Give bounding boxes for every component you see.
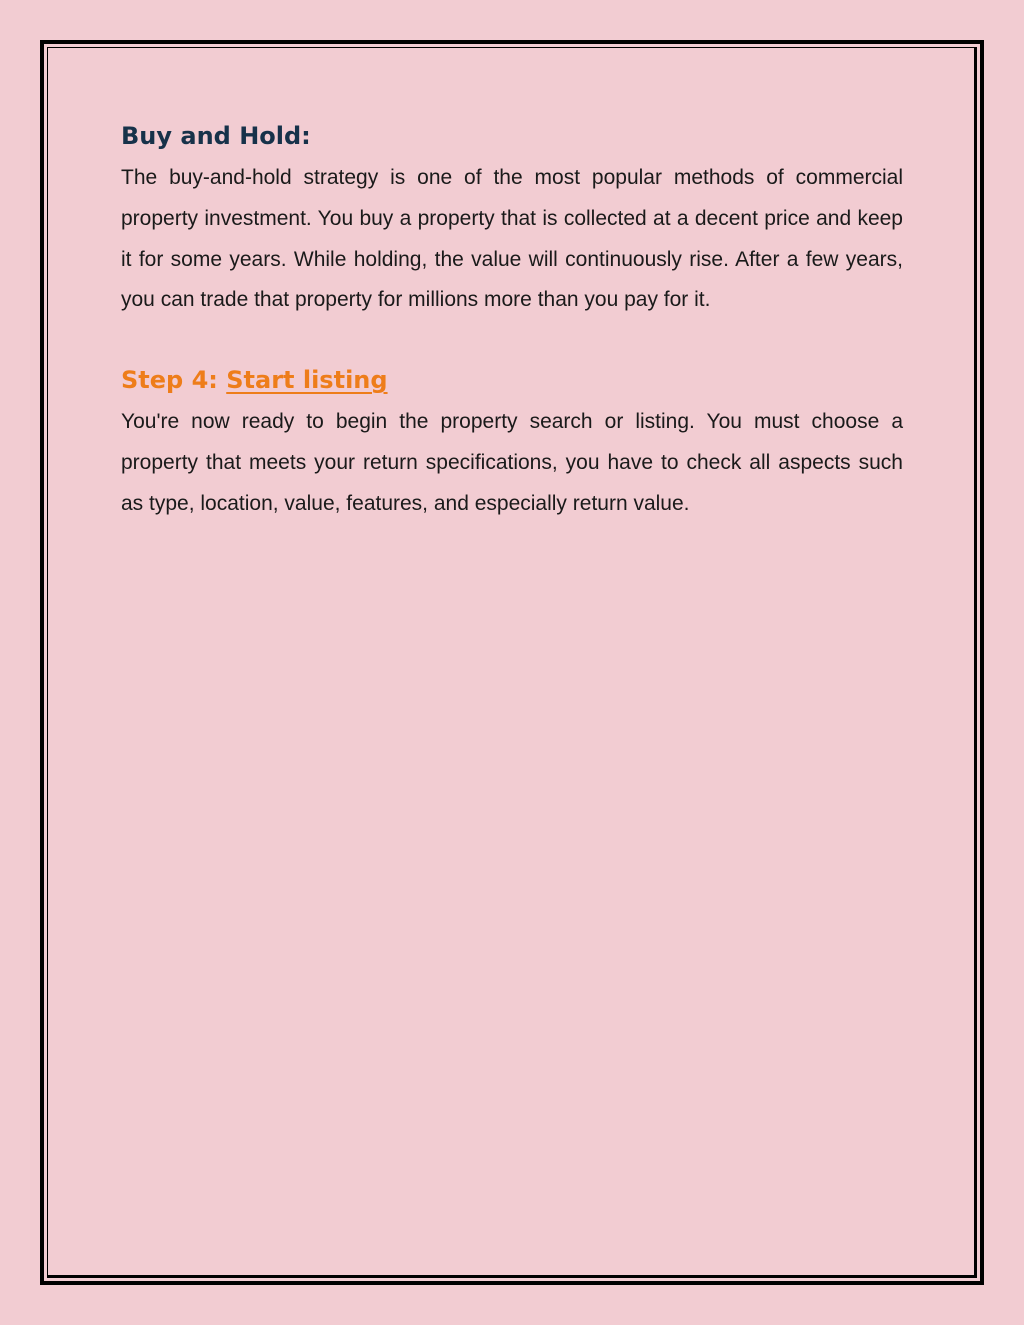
step-4-paragraph: You're now ready to begin the property search or listing. You must choose a property that meets your return specifications, you have to check all aspects such as type, location, value, features, and especially return value. [121, 410, 903, 515]
buy-and-hold-paragraph: The buy-and-hold strategy is one of the most popular methods of commercial property investment. You buy a property that is collected at a decent price and keep it for some years. While holding, the value will continuously rise. After a few years, you can trade that property for millions more than you pay for it. [121, 166, 903, 312]
page-content [121, 118, 903, 525]
step-4-prefix: Step 4: [121, 366, 227, 395]
section-spacer [121, 321, 903, 362]
buy-and-hold-heading: Buy and Hold: [121, 122, 311, 150]
start-listing-link[interactable]: Start listing [226, 366, 388, 395]
step-4-heading [121, 362, 903, 398]
